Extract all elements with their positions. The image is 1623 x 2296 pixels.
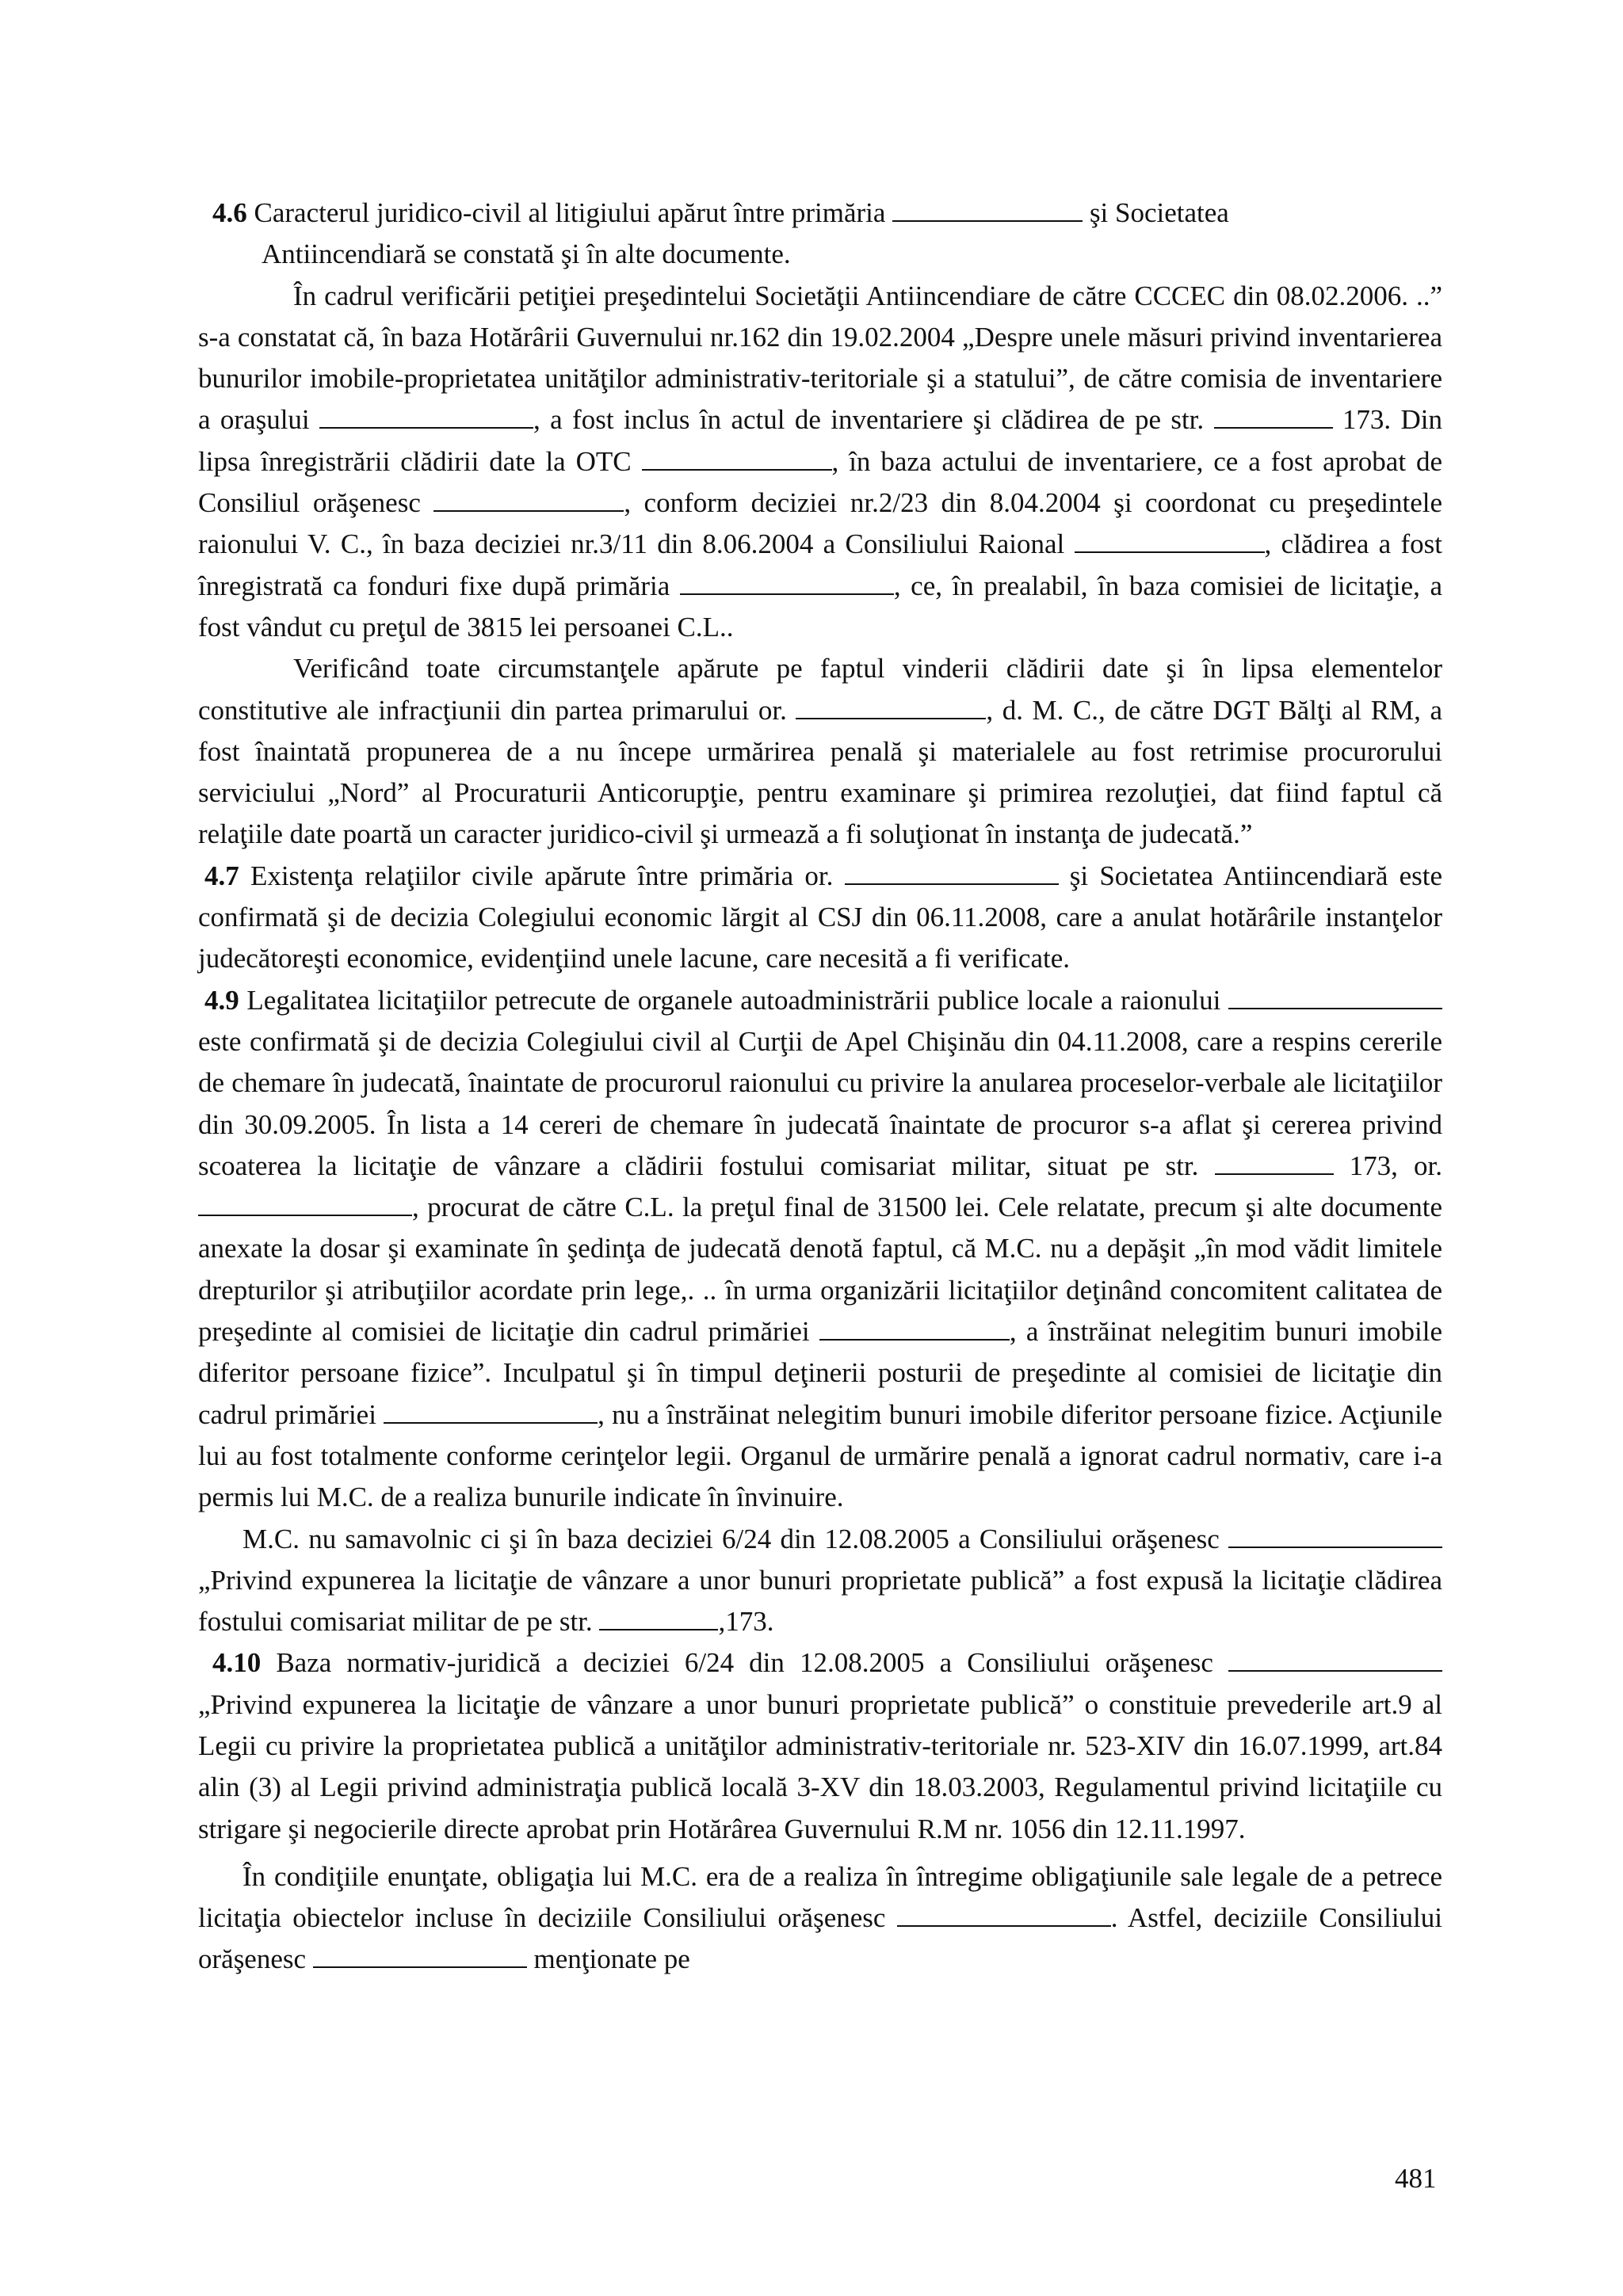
paragraph-dgt: Verificând toate circumstanţele apărute pe faptul vinderii clădirii date şi în lipsa elementelor constitutive ale infracţiunii din partea primarului or. , d. M. C., de către DGT Bălţi al RM, a fost înaintată propunerea de a nu începe urmărirea penală şi materialele au fost retrimise procurorului serviciului „Nord” al Procuraturii Anticorupţie, pentru examinare şi primirea rezoluţiei, dat fiind faptul că relaţiile date poartă un caracter juridico-civil şi urmează a fi soluţionat în instanţa de judecată.” <box>198 653 1442 850</box>
redacted-blank <box>642 445 832 471</box>
redacted-blank <box>819 1315 1010 1341</box>
redacted-blank <box>1228 1523 1442 1548</box>
redacted-blank <box>319 403 533 429</box>
section-number: 4.10 <box>212 1647 262 1679</box>
section-number: 4.7 <box>204 860 239 891</box>
document-body <box>198 193 1442 1981</box>
redacted-blank <box>1228 984 1442 1009</box>
section-number: 4.9 <box>204 984 239 1016</box>
redacted-blank <box>1228 1646 1442 1672</box>
section-number: 4.6 <box>212 197 247 228</box>
paragraph-4-9: 4.9 Legalitatea licitaţiilor petrecute de organele autoadministrării publice locale a raionului este confirmată şi de decizia Colegiului civil al Curţii de Apel Chişinău din 04.11.2008, care a respins cererile de chemare în judecată, înaintate de procurorul raionului cu privire la anularea proceselor-verbale ale licitaţiilor din 30.09.2005. În lista a 14 cereri de chemare în judecată înaintate de procuror s-a aflat şi cererea privind scoaterea la licitaţie de vânzare a clădirii fostului comisariat militar, situat pe str. 173, or. , procurat de către C.L. la preţul final de 31500 lei. Cele relatate, precum şi alte documente anexate la dosar şi examinate în şedinţa de judecată denotă faptul, că M.C. nu a depăşit „în mod vădit limitele drepturilor şi atribuţiilor acordate prin lege,. .. în urma organizării licitaţiilor deţinând concomitent calitatea de preşedinte al comisiei de licitaţie din cadrul primăriei , a înstrăinat nelegitim bunuri imobile diferitor persoane fizice”. Inculpatul şi în timpul deţinerii posturii de preşedinte al comisiei de licitaţie din cadrul primăriei , nu a înstrăinat nelegitim bunuri imobile diferitor persoane fizice. Acţiunile lui au fost totalmente conforme cerinţelor legii. Organul de urmărire penală a ignorat cadrul normativ, care i-a permis lui M.C. de a realiza bunurile indicate în învinuire. <box>198 984 1443 1513</box>
redacted-blank <box>384 1398 598 1424</box>
paragraph-4-10: 4.10 Baza normativ-juridică a deciziei 6/24 din 12.08.2005 a Consiliului orăşenesc „Privind expunerea la licitaţie de vânzare a unor bunuri proprietate publică” o constituie prevederile art.9 al Legii cu privire la proprietatea publică a unităţilor administrativ-teritoriale nr. 523-XIV din 16.07.1999, art.84 alin (3) al Legii privind administraţia publică locală 3-XV din 18.03.2003, Regulamentul privind licitaţiile cu strigare şi negocierile directe aprobat prin Hotărârea Guvernului R.M nr. 1056 din 12.11.1997. <box>198 1647 1442 1844</box>
paragraph-conditions: În condiţiile enunţate, obligaţia lui M.C. era de a realiza în întregime obligaţiunile sale legale de a petrece licitaţia obiectelor incluse în deciziile Consiliului orăşenesc . Astfel, deciziile Consiliului orăşenesc menţionate pe <box>198 1860 1442 1975</box>
redacted-blank <box>897 1901 1111 1927</box>
page-number: 481 <box>1395 2163 1437 2194</box>
redacted-blank <box>1215 1150 1334 1175</box>
redacted-blank <box>1075 528 1265 553</box>
redacted-blank <box>313 1943 527 1968</box>
redacted-blank <box>599 1605 718 1630</box>
redacted-blank <box>198 1191 412 1216</box>
paragraph-4-6-cont: Antiincendiară se constată şi în alte documente. <box>262 238 791 270</box>
paragraph-mc-decision: M.C. nu samavolnic ci şi în baza deciziei 6/24 din 12.08.2005 a Consiliului orăşenesc „Privind expunerea la licitaţie de vânzare a unor bunuri proprietate publică” a fost expusă la licitaţie clădirea fostului comisariat militar de pe str. ,173. <box>198 1523 1442 1638</box>
redacted-blank <box>892 196 1083 222</box>
redacted-blank <box>680 570 894 595</box>
paragraph-4-6: 4.6 Caracterul juridico-civil al litigiului apărut între primăria şi Societatea <box>212 197 1229 228</box>
redacted-blank <box>796 694 986 719</box>
redacted-blank <box>433 486 624 512</box>
redacted-blank <box>1214 403 1333 429</box>
paragraph-verification: În cadrul verificării petiţiei preşedintelui Societăţii Antiincendiare de către CCCEC din 08.02.2006. ..” s-a constatat că, în baza Hotărârii Guvernului nr.162 din 19.02.2004 „Despre unele măsuri privind inventarierea bunurilor imobile-proprietatea unităţilor administrativ-teritoriale şi a statului”, de către comisia de inventariere a oraşului , a fost inclus în actul de inventariere şi clădirea de pe str. 173. Din lipsa înregistrării clădirii date la OTC , în baza actului de inventariere, ce a fost aprobat de Consiliul orăşenesc , conform deciziei nr.2/23 din 8.04.2004 şi coordonat cu preşedintele raionului V. C., în baza deciziei nr.3/11 din 8.06.2004 a Consiliului Raional , clădirea a fost înregistrată ca fonduri fixe după primăria , ce, în prealabil, în baza comisiei de licitaţie, a fost vândut cu preţul de 3815 lei persoanei C.L.. <box>198 280 1443 643</box>
redacted-blank <box>845 860 1059 885</box>
paragraph-4-7: 4.7 Existenţa relaţiilor civile apărute între primăria or. şi Societatea Antiincendiară este confirmată şi de decizia Colegiului economic lărgit al CSJ din 06.11.2008, care a anulat hotărârile instanţelor judecătoreşti economice, evidenţiind unele lacune, care necesită a fi verificate. <box>198 860 1443 974</box>
